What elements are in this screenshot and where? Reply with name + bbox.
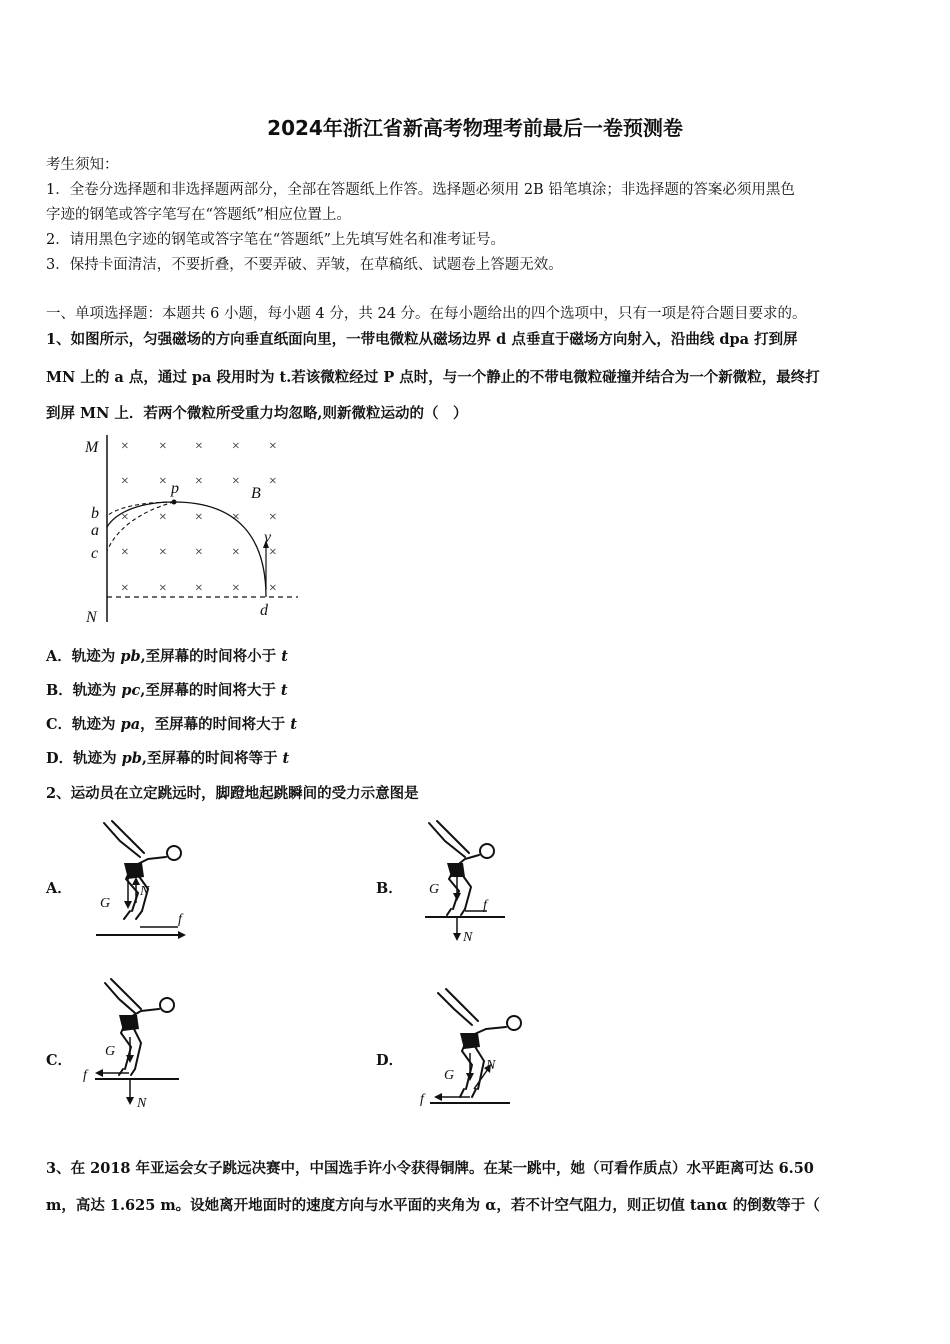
field-cross: × xyxy=(158,510,168,525)
q1-option-d: D．轨迹为 pb,至屏幕的时间将等于 t xyxy=(46,750,290,767)
q1-stem-line: 到屏 MN 上．若两个微粒所受重力均忽略,则新微粒运动的（ ） xyxy=(46,405,468,422)
page-title: 2024年浙江省新高考物理考前最后一卷预测卷 xyxy=(267,116,683,140)
field-cross: × xyxy=(194,439,204,454)
force-label-N: N xyxy=(137,1096,147,1111)
q2-option-d-figure xyxy=(410,985,535,1115)
label-M: M xyxy=(85,439,99,456)
label-v: v xyxy=(264,529,272,546)
label-p: p xyxy=(171,480,179,497)
force-label-f: f xyxy=(420,1092,424,1107)
force-label-G: G xyxy=(105,1044,116,1059)
q2-stem: 2、运动员在立定跳远时，脚蹬地起跳瞬间的受力示意图是 xyxy=(46,785,419,802)
force-label-G: G xyxy=(444,1068,455,1083)
q2-option-c-figure xyxy=(75,975,195,1115)
section-heading: 一、单项选择题：本题共 6 小题，每小题 4 分，共 24 分。在每小题给出的四个选项中，只有一项是符合题目要求的。 xyxy=(46,306,807,322)
label-B: B xyxy=(251,485,261,502)
q2-option-c-label: C． xyxy=(46,1052,73,1069)
q2-option-a-label: A． xyxy=(46,880,72,897)
field-cross: × xyxy=(120,581,130,596)
field-cross: × xyxy=(268,474,278,489)
notice-header: 考生须知： xyxy=(46,157,119,173)
q1-option-b: B．轨迹为 pc,至屏幕的时间将大于 t xyxy=(46,682,288,699)
force-label-f: f xyxy=(178,912,182,927)
force-label-G: G xyxy=(100,896,111,911)
q2-option-a-figure xyxy=(90,815,200,945)
field-cross: × xyxy=(120,510,130,525)
q3-stem-line: m，高达 1.625 m。设她离开地面时的速度方向与水平面的夹角为 α，若不计空气阻力，则正切值 tanα 的倒数等于（ xyxy=(46,1197,820,1214)
field-cross: × xyxy=(194,510,204,525)
field-cross: × xyxy=(231,510,241,525)
field-cross: × xyxy=(158,581,168,596)
label-d: d xyxy=(260,602,268,619)
force-label-N: N xyxy=(486,1058,496,1073)
q2-option-b-label: B． xyxy=(376,880,403,897)
label-b: b xyxy=(91,505,99,522)
field-cross: × xyxy=(194,474,204,489)
field-cross: × xyxy=(194,581,204,596)
force-label-N: N xyxy=(463,930,473,945)
notice-item: 3．保持卡面清洁，不要折叠，不要弄破、弄皱，在草稿纸、试题卷上答题无效。 xyxy=(46,257,563,273)
field-cross: × xyxy=(268,545,278,560)
force-label-f: f xyxy=(83,1068,87,1083)
q2-option-b-figure xyxy=(415,815,525,945)
field-cross: × xyxy=(158,439,168,454)
field-cross: × xyxy=(268,581,278,596)
magnetic-field-figure xyxy=(80,430,310,630)
q1-option-a: A．轨迹为 pb,至屏幕的时间将小于 t xyxy=(46,648,288,665)
q1-stem-line: 1、如图所示，匀强磁场的方向垂直纸面向里，一带电微粒从磁场边界 d 点垂直于磁场方向射入，沿曲线 dpa 打到屏 xyxy=(46,331,798,348)
force-label-f: f xyxy=(483,898,487,913)
field-cross: × xyxy=(120,474,130,489)
notice-item: 1．全卷分选择题和非选择题两部分，全部在答题纸上作答。选择题必须用 2B 铅笔填涂；非选择题的答案必须用黑色 xyxy=(46,182,795,198)
field-cross: × xyxy=(158,474,168,489)
label-N: N xyxy=(86,609,97,626)
field-cross: × xyxy=(231,545,241,560)
field-cross: × xyxy=(268,439,278,454)
notice-item: 字迹的钢笔或答字笔写在“答题纸”相应位置上。 xyxy=(46,207,351,223)
q2-option-d-label: D． xyxy=(376,1052,404,1069)
force-label-G: G xyxy=(429,882,440,897)
field-cross: × xyxy=(120,545,130,560)
field-cross: × xyxy=(268,510,278,525)
q3-stem-line: 3、在 2018 年亚运会女子跳远决赛中，中国选手许小令获得铜牌。在某一跳中，她（可看作质点）水平距离可达 6.50 xyxy=(46,1160,814,1177)
q1-option-c: C．轨迹为 pa，至屏幕的时间将大于 t xyxy=(46,716,297,733)
notice-item: 2．请用黑色字迹的钢笔或答字笔在“答题纸”上先填写姓名和准考证号。 xyxy=(46,232,506,248)
field-cross: × xyxy=(231,581,241,596)
field-cross: × xyxy=(231,474,241,489)
q1-stem-line: MN 上的 a 点，通过 pa 段用时为 t.若该微粒经过 P 点时，与一个静止的不带电微粒碰撞并结合为一个新微粒，最终打 xyxy=(46,369,820,386)
field-cross: × xyxy=(231,439,241,454)
field-cross: × xyxy=(158,545,168,560)
field-cross: × xyxy=(120,439,130,454)
label-a: a xyxy=(91,522,99,539)
label-c: c xyxy=(91,545,99,562)
force-label-N: N xyxy=(140,884,150,899)
field-cross: × xyxy=(194,545,204,560)
